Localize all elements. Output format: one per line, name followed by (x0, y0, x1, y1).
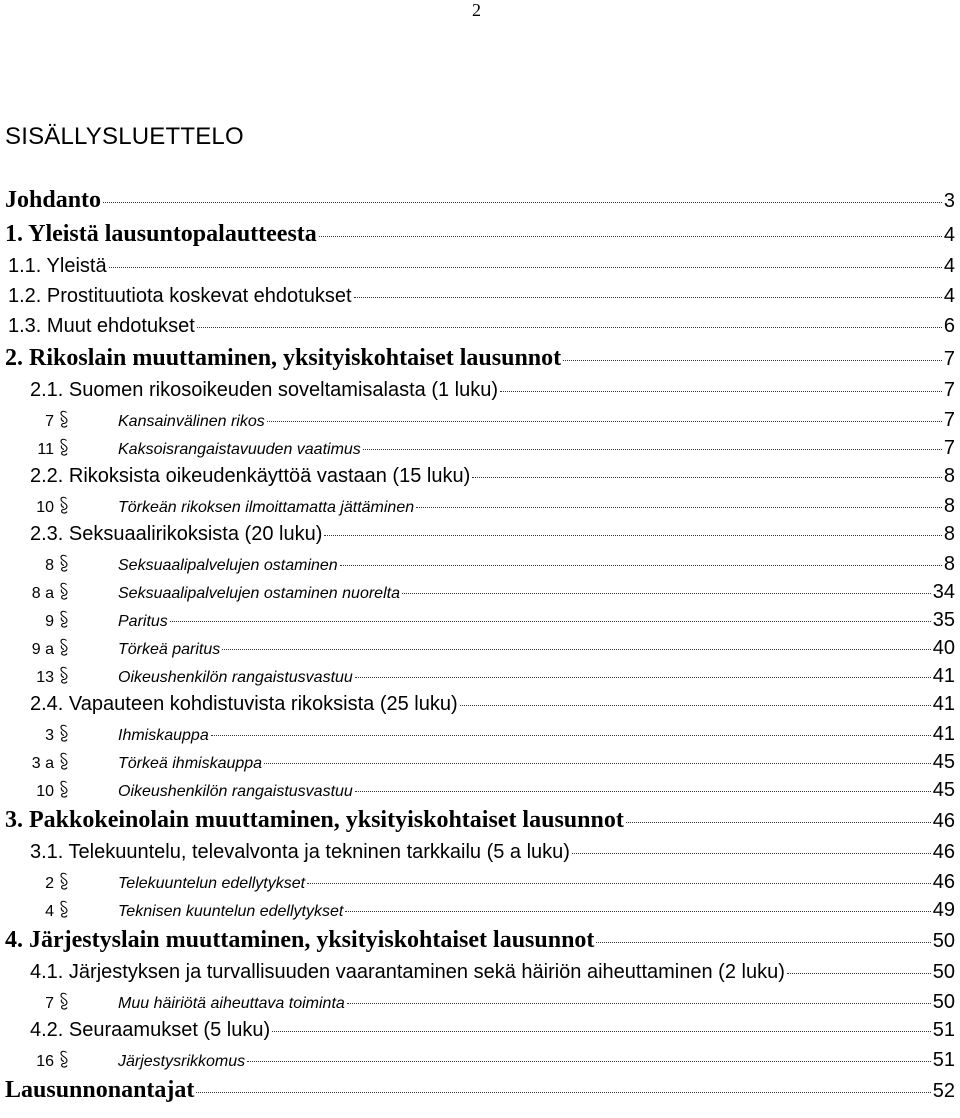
toc-entry-label: Törkeä ihmiskauppa (118, 755, 263, 772)
toc-entry[interactable] (0, 315, 960, 345)
toc-entry-label: Törkeän rikoksen ilmoittamatta jättäminen (118, 499, 415, 516)
toc-entry-page: 41 (932, 693, 955, 715)
toc-entry[interactable] (0, 379, 960, 409)
toc-entry-label: 4.2. Seuraamukset (5 luku) (30, 1019, 271, 1041)
dot-leader (500, 391, 942, 392)
toc-entry-label: Lausunnonantajat (5, 1077, 195, 1103)
toc-entry-page: 45 (932, 751, 955, 773)
toc-entry-label: 2.4. Vapauteen kohdistuvista rikoksista (25 luku) (30, 693, 458, 715)
toc-entry-page: 51 (932, 1019, 955, 1041)
dot-leader (787, 973, 931, 974)
toc-entry[interactable] (0, 409, 960, 437)
section-number: 11 (37, 441, 54, 458)
section-number: 7 (45, 995, 54, 1012)
section-number: 9 (45, 613, 54, 630)
toc-entry-page: 8 (943, 553, 955, 575)
toc-entry-label: 2.1. Suomen rikosoikeuden soveltamisalasta (1 luku) (30, 379, 499, 401)
toc-entry[interactable] (0, 221, 960, 255)
toc-entry-page: 40 (932, 637, 955, 659)
toc-entry-label: Teknisen kuuntelun edellytykset (118, 903, 344, 920)
dot-leader (416, 507, 942, 508)
dot-leader (345, 911, 930, 912)
section-number: 3 (45, 727, 54, 744)
dot-leader (355, 677, 931, 678)
section-number: 10 (36, 499, 54, 516)
toc-entry-label: 1.2. Prostituutiota koskevat ehdotukset (8, 285, 352, 307)
dot-leader (103, 202, 942, 203)
dot-leader (347, 1003, 931, 1004)
section-sign-icon (58, 409, 118, 431)
dot-leader (324, 535, 942, 536)
section-sign-icon (58, 779, 118, 801)
toc-entry-page: 7 (943, 348, 955, 370)
dot-leader (211, 735, 931, 736)
toc-entry[interactable] (0, 1077, 960, 1111)
toc-entry[interactable] (0, 523, 960, 553)
toc-entry[interactable] (0, 345, 960, 379)
toc-entry[interactable] (0, 255, 960, 285)
dot-leader (264, 763, 931, 764)
dot-leader (355, 791, 931, 792)
section-sign-icon (58, 495, 118, 517)
section-number: 8 a (31, 585, 54, 602)
dot-leader (267, 421, 942, 422)
toc-entry-page: 4 (943, 255, 955, 277)
toc-entry[interactable] (0, 723, 960, 751)
toc-entry-page: 45 (932, 779, 955, 801)
dot-leader (354, 297, 942, 298)
section-sign-icon (58, 437, 118, 459)
toc-entry[interactable] (0, 1049, 960, 1077)
toc-entry-label: 1.1. Yleistä (8, 255, 107, 277)
toc-entry[interactable] (0, 553, 960, 581)
toc-entry-label: Telekuuntelun edellytykset (118, 875, 306, 892)
toc-entry-page: 50 (932, 991, 955, 1013)
toc-entry-page: 34 (932, 581, 955, 603)
section-sign-icon (58, 581, 118, 603)
dot-leader (402, 593, 931, 594)
toc-entry-label: 3.1. Telekuuntelu, televalvonta ja tekninen tarkkailu (5 a luku) (30, 841, 570, 863)
toc-entry-page: 41 (932, 665, 955, 687)
dot-leader (272, 1031, 931, 1032)
toc-entry-label: Seksuaalipalvelujen ostaminen (118, 557, 338, 574)
toc-entry[interactable] (0, 807, 960, 841)
dot-leader (196, 1092, 930, 1093)
toc-entry[interactable] (0, 841, 960, 871)
toc-entry-page: 49 (932, 899, 955, 921)
toc-entry-label: Kansainvälinen rikos (118, 413, 265, 430)
toc-entry-page: 8 (943, 523, 955, 545)
section-sign-icon (58, 665, 118, 687)
section-sign-icon (58, 723, 118, 745)
dot-leader (340, 565, 942, 566)
section-number: 7 (45, 413, 54, 430)
toc-entry-page: 8 (943, 465, 955, 487)
toc-entry[interactable] (0, 961, 960, 991)
dot-leader (596, 942, 930, 943)
toc-entry-page: 52 (932, 1080, 955, 1102)
toc-entry-label: 1.3. Muut ehdotukset (8, 315, 195, 337)
toc-entry-page: 35 (932, 609, 955, 631)
section-sign-icon (58, 751, 118, 773)
page-number: 2 (472, 0, 481, 20)
toc-entry[interactable] (0, 871, 960, 899)
section-sign-icon (58, 609, 118, 631)
toc-entry-label: 3. Pakkokeinolain muuttaminen, yksityiskohtaiset lausunnot (5, 807, 624, 833)
toc-entry-page: 8 (943, 495, 955, 517)
toc-entry-label: 2.2. Rikoksista oikeudenkäyttöä vastaan (15 luku) (30, 465, 471, 487)
toc-entry-page: 50 (932, 930, 955, 952)
toc-entry-page: 46 (932, 841, 955, 863)
section-number: 4 (45, 903, 54, 920)
toc-entry[interactable] (0, 581, 960, 609)
toc-entry-label: 2.3. Seksuaalirikoksista (20 luku) (30, 523, 323, 545)
dot-leader (363, 449, 942, 450)
section-number: 8 (45, 557, 54, 574)
toc-entry[interactable] (0, 637, 960, 665)
dot-leader (197, 327, 942, 328)
toc-entry[interactable] (0, 285, 960, 315)
toc-entry[interactable] (0, 779, 960, 807)
toc-entry[interactable] (0, 465, 960, 495)
dot-leader (626, 822, 931, 823)
toc-entry-page: 4 (943, 285, 955, 307)
section-sign-icon (58, 871, 118, 893)
toc-entry[interactable] (0, 1019, 960, 1049)
dot-leader (563, 360, 942, 361)
toc-entry-label: Oikeushenkilön rangaistusvastuu (118, 783, 353, 800)
section-number: 13 (36, 669, 54, 686)
toc-entry-label: Kaksoisrangaistavuuden vaatimus (118, 441, 361, 458)
toc-entry-label: Paritus (118, 613, 168, 630)
toc-entry[interactable] (0, 751, 960, 779)
dot-leader (460, 705, 931, 706)
toc-entry[interactable] (0, 927, 960, 961)
toc-entry-page: 41 (932, 723, 955, 745)
toc-entry-label: Törkeä paritus (118, 641, 221, 658)
section-number: 2 (45, 875, 54, 892)
toc-entry-page: 7 (943, 379, 955, 401)
toc-entry-label: Ihmiskauppa (118, 727, 209, 744)
dot-leader (472, 477, 942, 478)
toc-entry[interactable] (0, 437, 960, 465)
toc-entry-label: Johdanto (5, 187, 102, 213)
toc-entry-page: 6 (943, 315, 955, 337)
toc-entry-label: Seksuaalipalvelujen ostaminen nuorelta (118, 585, 400, 602)
toc-entry-label: 1. Yleistä lausuntopalautteesta (5, 221, 317, 247)
toc-entry-label: Muu häiriötä aiheuttava toiminta (118, 995, 345, 1012)
toc-entry-label: 4. Järjestyslain muuttaminen, yksityiskohtaiset lausunnot (5, 927, 595, 953)
toc-entry-label: 4.1. Järjestyksen ja turvallisuuden vaarantaminen sekä häiriön aiheuttaminen (2 luku) (30, 961, 785, 983)
toc-entry-label: Oikeushenkilön rangaistusvastuu (118, 669, 353, 686)
section-number: 3 a (31, 755, 54, 772)
dot-leader (319, 236, 942, 237)
dot-leader (109, 267, 942, 268)
toc-entry-page: 46 (932, 871, 955, 893)
section-sign-icon (58, 899, 118, 921)
dot-leader (222, 649, 930, 650)
toc-entry[interactable] (0, 991, 960, 1019)
toc-entry-page: 3 (943, 190, 955, 212)
toc-entry-label: Järjestysrikkomus (118, 1053, 246, 1070)
section-sign-icon (58, 553, 118, 575)
dot-leader (170, 621, 931, 622)
table-of-contents (0, 187, 960, 1111)
toc-entry[interactable] (0, 899, 960, 927)
section-number: 10 (36, 783, 54, 800)
toc-entry[interactable] (0, 187, 960, 221)
toc-entry-page: 4 (943, 224, 955, 246)
toc-entry[interactable] (0, 495, 960, 523)
toc-entry[interactable] (0, 693, 960, 723)
section-sign-icon (58, 637, 118, 659)
dot-leader (247, 1061, 931, 1062)
toc-entry[interactable] (0, 665, 960, 693)
toc-entry-page: 46 (932, 810, 955, 832)
toc-title: SISÄLLYSLUETTELO (5, 123, 244, 150)
toc-entry[interactable] (0, 609, 960, 637)
section-number: 16 (36, 1053, 54, 1070)
dot-leader (572, 853, 931, 854)
toc-entry-page: 50 (932, 961, 955, 983)
section-number: 9 a (31, 641, 54, 658)
toc-entry-page: 7 (943, 409, 955, 431)
toc-entry-label: 2. Rikoslain muuttaminen, yksityiskohtaiset lausunnot (5, 345, 562, 371)
toc-entry-page: 51 (932, 1049, 955, 1071)
section-sign-icon (58, 1049, 118, 1071)
dot-leader (307, 883, 931, 884)
section-sign-icon (58, 991, 118, 1013)
toc-entry-page: 7 (943, 437, 955, 459)
